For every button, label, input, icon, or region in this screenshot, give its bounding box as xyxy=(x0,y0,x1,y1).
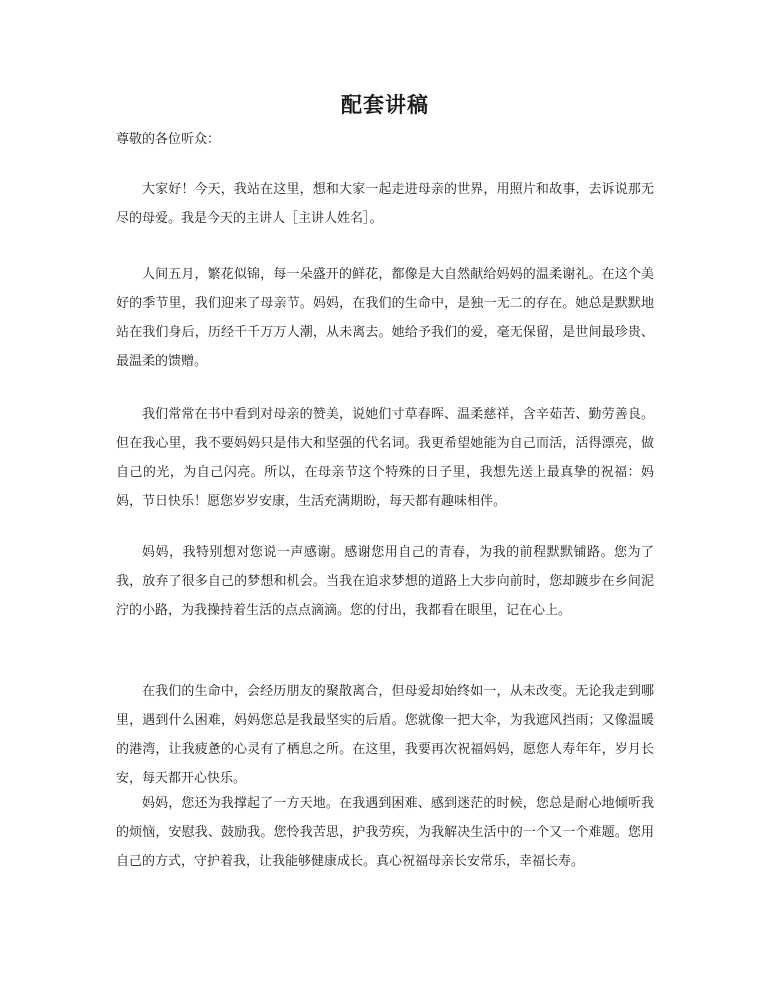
paragraph-6: 妈妈，您还为我撑起了一方天地。在我遇到困难、感到迷茫的时候，您总是耐心地倾听我的烦恼，安慰我、鼓励我。您怜我苦思，护我劳疾，为我解决生活中的一个又一个难题。您用自己的方式，守护着我，让我能够健康成长。真心祝福母亲长安常乐，幸福长寿。 xyxy=(116,796,654,869)
greeting-line: 尊敬的各位听众： xyxy=(116,132,221,147)
paragraph-3: 我们常常在书中看到对母亲的赞美，说她们寸草春晖、温柔慈祥，含辛茹苦、勤劳善良。但在我心里，我不要妈妈只是伟大和坚强的代名词。我更希望她能为自己而活，活得漂亮，做自己的光，为自己闪亮。所以，在母亲节这个特殊的日子里，我想先送上最真挚的祝福：妈妈，节日快乐！愿您岁岁安康，生活充满期盼，每天都有趣味相伴。 xyxy=(116,407,654,509)
paragraph-5: 在我们的生命中，会经历朋友的聚散离合，但母爱却始终如一，从未改变。无论我走到哪里，遇到什么困难，妈妈您总是我最坚实的后盾。您就像一把大伞，为我遮风挡雨；又像温暖的港湾，让我疲惫的心灵有了栖息之所。在这里，我要再次祝福妈妈，愿您人寿年年，岁月长安，每天都开心快乐。 xyxy=(116,684,654,786)
paragraph-1: 大家好！今天，我站在这里，想和大家一起走进母亲的世界，用照片和故事，去诉说那无尽的母爱。我是今天的主讲人［主讲人姓名］。 xyxy=(116,182,654,226)
paragraph-4: 妈妈，我特别想对您说一声感谢。感谢您用自己的青春，为我的前程默默铺路。您为了我，放弃了很多自己的梦想和机会。当我在追求梦想的道路上大步向前时，您却踱步在乡间泥泞的小路，为我操持着生活的点点滴滴。您的付出，我都看在眼里，记在心上。 xyxy=(116,545,654,618)
paragraph-2: 人间五月，繁花似锦，每一朵盛开的鲜花，都像是大自然献给妈妈的温柔谢礼。在这个美好的季节里，我们迎来了母亲节。妈妈，在我们的生命中，是独一无二的存在。她总是默默地站在我们身后，历经千千万万人潮，从未离去。她给予我们的爱，毫无保留，是世间最珍贵、最温柔的馈赠。 xyxy=(116,267,654,369)
document-title: 配套讲稿 xyxy=(341,92,429,117)
